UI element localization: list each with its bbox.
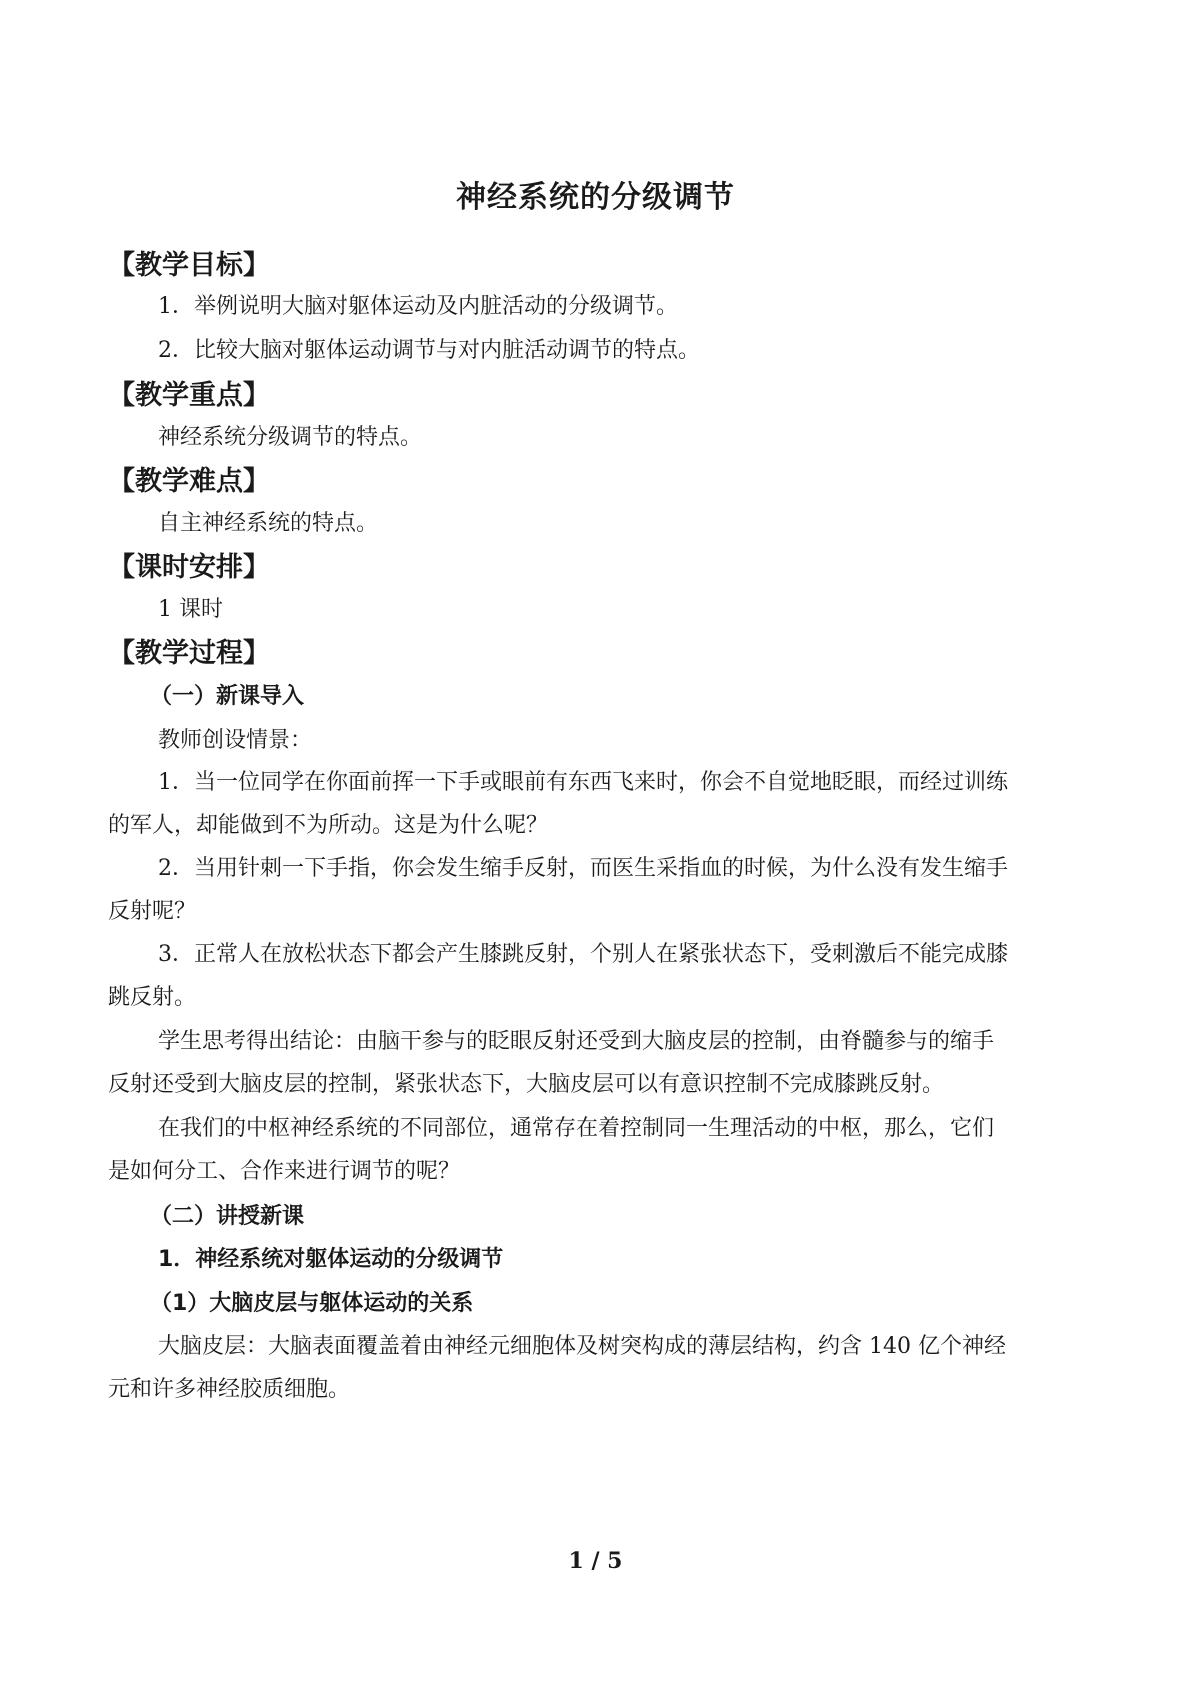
part2-title: （二）讲授新课 xyxy=(150,1204,305,1229)
difficulty-text: 自主神经系统的特点。 xyxy=(158,511,379,536)
transition-line-2: 是如何分工、合作来进行调节的呢？ xyxy=(108,1159,461,1184)
topic1-title: 1．神经系统对躯体运动的分级调节 xyxy=(158,1247,504,1272)
question-2-line-1: 2．当用针刺一下手指，你会发生缩手反射，而医生采指血的时候，为什么没有发生缩手 xyxy=(158,856,1008,881)
intro-text: 教师创设情景： xyxy=(158,728,313,753)
schedule-text: 1 课时 xyxy=(158,597,223,622)
conclusion-line-2: 反射还受到大脑皮层的控制，紧张状态下，大脑皮层可以有意识控制不完成膝跳反射。 xyxy=(108,1072,945,1097)
heading-schedule: 【课时安排】 xyxy=(108,552,270,583)
page-number: 1 / 5 xyxy=(568,1548,623,1574)
document-title: 神经系统的分级调节 xyxy=(456,180,735,215)
question-2-line-2: 反射呢？ xyxy=(108,899,197,924)
transition-line-1: 在我们的中枢神经系统的不同部位，通常存在着控制同一生理活动的中枢，那么，它们 xyxy=(158,1116,995,1141)
conclusion-line-1: 学生思考得出结论：由脑干参与的眨眼反射还受到大脑皮层的控制，由脊髓参与的缩手 xyxy=(158,1029,995,1054)
topic1-subtitle: （1）大脑皮层与躯体运动的关系 xyxy=(150,1291,474,1316)
heading-objectives: 【教学目标】 xyxy=(108,250,270,281)
objective-item-1: 1．举例说明大脑对躯体运动及内脏活动的分级调节。 xyxy=(158,294,678,319)
question-3-line-2: 跳反射。 xyxy=(108,985,197,1010)
cortex-line-1: 大脑皮层：大脑表面覆盖着由神经元细胞体及树突构成的薄层结构，约含 140 亿个神经 xyxy=(158,1334,1006,1359)
heading-key-point: 【教学重点】 xyxy=(108,380,270,411)
heading-difficulty: 【教学难点】 xyxy=(108,466,270,497)
question-1-line-1: 1．当一位同学在你面前挥一下手或眼前有东西飞来时，你会不自觉地眨眼，而经过训练 xyxy=(158,770,1008,795)
key-point-text: 神经系统分级调节的特点。 xyxy=(158,425,423,450)
question-1-line-2: 的军人，却能做到不为所动。这是为什么呢？ xyxy=(108,813,549,838)
objective-item-2: 2．比较大脑对躯体运动调节与对内脏活动调节的特点。 xyxy=(158,338,700,363)
question-3-line-1: 3．正常人在放松状态下都会产生膝跳反射，个别人在紧张状态下，受刺激后不能完成膝 xyxy=(158,942,1008,967)
cortex-line-2: 元和许多神经胶质细胞。 xyxy=(108,1377,351,1402)
heading-process: 【教学过程】 xyxy=(108,638,270,669)
part1-title: （一）新课导入 xyxy=(150,684,305,709)
